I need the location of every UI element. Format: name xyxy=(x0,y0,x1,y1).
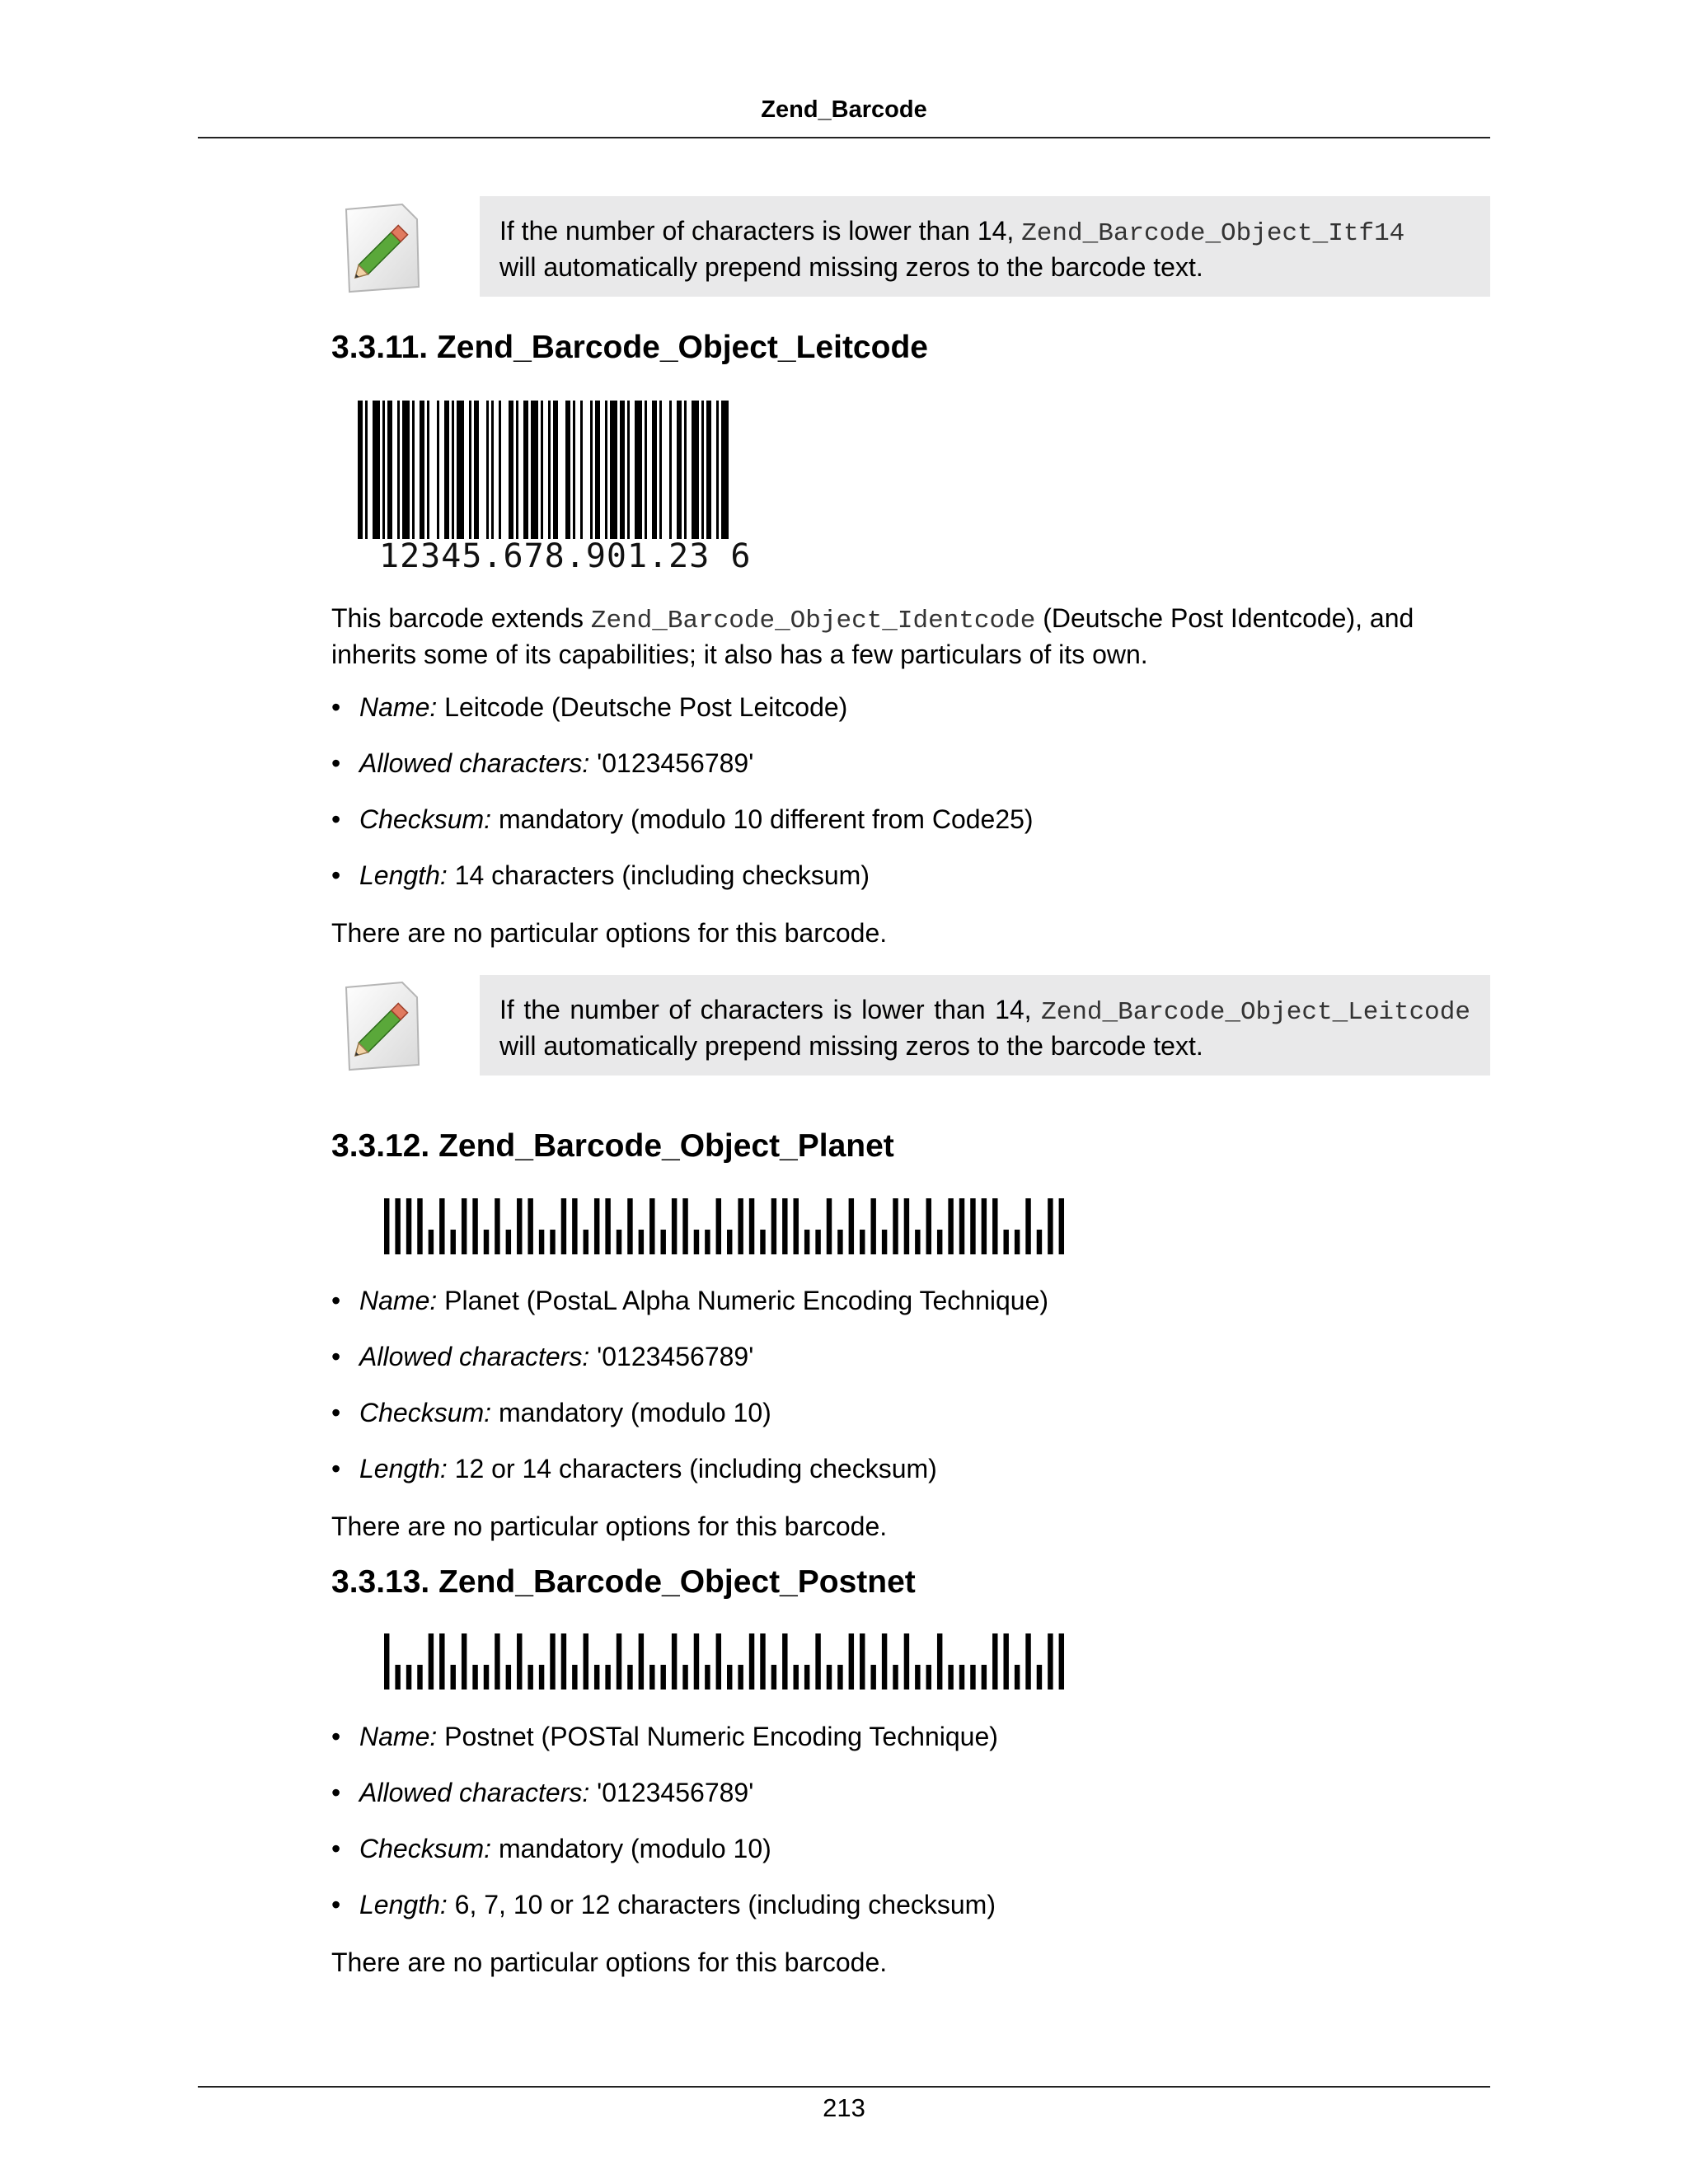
barcode-bar xyxy=(590,401,593,539)
barcode-bar xyxy=(771,1198,776,1254)
barcode-bar xyxy=(617,1230,621,1254)
barcode-bar xyxy=(782,1198,787,1254)
barcode-bar xyxy=(627,401,630,539)
barcode-bar xyxy=(437,401,439,539)
postnet-barcode-image xyxy=(384,1632,1070,1690)
barcode-bar xyxy=(672,1198,677,1254)
barcode-bar xyxy=(457,401,464,539)
barcode-bar xyxy=(915,1230,920,1254)
barcode-bar xyxy=(937,1230,942,1254)
list-item: • Name: Postnet (POSTal Numeric Encoding Technique) xyxy=(331,1720,998,1776)
barcode-bar xyxy=(462,1633,467,1690)
barcode-bar xyxy=(584,1230,588,1254)
list-item: • Allowed characters: '0123456789' xyxy=(331,1340,1048,1396)
barcode-bar xyxy=(539,1665,544,1690)
barcode-bar xyxy=(992,1633,997,1690)
barcode-bar xyxy=(397,401,400,539)
barcode-bar xyxy=(627,1198,632,1254)
list-item: • Length: 6, 7, 10 or 12 characters (including checksum) xyxy=(331,1888,998,1944)
barcode-bar xyxy=(491,401,494,539)
barcode-bar xyxy=(926,1198,931,1254)
barcode-bar xyxy=(937,1633,942,1690)
barcode-bar xyxy=(870,1198,875,1254)
barcode-bar xyxy=(705,1665,710,1690)
barcode-bar xyxy=(926,1665,931,1690)
barcode-bar xyxy=(402,401,410,539)
barcode-bar xyxy=(605,1198,610,1254)
barcode-bar xyxy=(406,1665,411,1690)
barcode-bar xyxy=(837,1230,842,1254)
barcode-bar xyxy=(705,1230,710,1254)
barcode-bar xyxy=(849,1633,854,1690)
section-heading-planet: 3.3.12. Zend_Barcode_Object_Planet xyxy=(331,1128,894,1164)
footer-rule xyxy=(198,2086,1490,2088)
barcode-bar xyxy=(1025,1633,1030,1690)
barcode-bar xyxy=(649,1665,654,1690)
barcode-bar xyxy=(469,401,471,539)
barcode-bar xyxy=(692,401,699,539)
barcode-bar xyxy=(716,1633,721,1690)
barcode-bar xyxy=(870,1665,875,1690)
barcode-bar xyxy=(439,1633,444,1690)
barcode-bar xyxy=(716,1198,721,1254)
note-pencil-icon xyxy=(338,201,425,297)
barcode-bar xyxy=(528,1665,532,1690)
barcode-bar xyxy=(645,401,647,539)
barcode-bar xyxy=(701,401,704,539)
list-item: • Name: Planet (PostaL Alpha Numeric Encoding Technique) xyxy=(331,1284,1048,1340)
barcode-bar xyxy=(639,1230,644,1254)
barcode-bar xyxy=(595,401,600,539)
barcode-bar xyxy=(565,401,570,539)
postnet-no-options: There are no particular options for this barcode. xyxy=(331,1947,888,1977)
barcode-bar xyxy=(605,1665,610,1690)
barcode-bar xyxy=(815,1633,820,1690)
section-heading-postnet: 3.3.13. Zend_Barcode_Object_Postnet xyxy=(331,1564,916,1600)
section-heading-leitcode: 3.3.11. Zend_Barcode_Object_Leitcode xyxy=(331,330,928,365)
planet-properties xyxy=(331,1284,1048,1508)
barcode-bar xyxy=(548,401,551,539)
barcode-bar xyxy=(517,1633,522,1690)
barcode-bar xyxy=(620,401,625,539)
barcode-bar xyxy=(474,401,479,539)
barcode-bar xyxy=(1025,1198,1030,1254)
barcode-bar xyxy=(420,401,424,539)
barcode-bar xyxy=(382,401,385,539)
barcode-bar xyxy=(749,1198,754,1254)
barcode-bar xyxy=(669,401,672,539)
barcode-bar xyxy=(652,401,657,539)
barcode-bar xyxy=(495,1633,499,1690)
barcode-bar xyxy=(553,401,558,539)
barcode-bar xyxy=(660,1230,665,1254)
barcode-bar xyxy=(406,1198,411,1254)
barcode-bar xyxy=(509,401,513,539)
barcode-bar xyxy=(541,401,543,539)
barcode-bar xyxy=(484,1665,489,1690)
list-item: • Allowed characters: '0123456789' xyxy=(331,1776,998,1832)
barcode-bar xyxy=(904,1633,909,1690)
barcode-bar xyxy=(484,1230,489,1254)
barcode-bar xyxy=(617,1633,621,1690)
barcode-bar xyxy=(1015,1230,1020,1254)
barcode-bar xyxy=(760,1230,765,1254)
barcode-bar xyxy=(749,1633,754,1690)
barcode-bar xyxy=(451,1665,456,1690)
barcode-bar xyxy=(384,1633,389,1690)
barcode-bar xyxy=(523,401,528,539)
barcode-bar xyxy=(815,1230,820,1254)
inline-code: Zend_Barcode_Object_Itf14 xyxy=(1021,219,1405,248)
barcode-bar xyxy=(365,401,368,539)
barcode-bar xyxy=(694,1633,699,1690)
barcode-bar xyxy=(904,1198,909,1254)
barcode-bar xyxy=(716,401,719,539)
barcode-bar xyxy=(584,1633,588,1690)
barcode-bar xyxy=(573,401,575,539)
barcode-bar xyxy=(694,1230,699,1254)
barcode-bar xyxy=(738,1198,743,1254)
planet-barcode-image xyxy=(384,1197,1070,1254)
barcode-bar xyxy=(572,1665,577,1690)
barcode-bar xyxy=(782,1633,787,1690)
barcode-bar xyxy=(452,401,454,539)
barcode-bar xyxy=(992,1198,997,1254)
barcode-bar xyxy=(561,1198,566,1254)
barcode-bar xyxy=(444,401,449,539)
barcode-bar xyxy=(1003,1230,1008,1254)
barcode-bar xyxy=(373,401,380,539)
leitcode-barcode-text: 12345.678.901.23 6 xyxy=(379,537,752,575)
barcode-bar xyxy=(462,1198,467,1254)
barcode-bar xyxy=(472,1665,477,1690)
barcode-bar xyxy=(804,1230,809,1254)
barcode-bar xyxy=(959,1198,964,1254)
barcode-bar xyxy=(358,401,363,539)
barcode-bar xyxy=(472,1198,477,1254)
barcode-bar xyxy=(804,1665,809,1690)
note-text-leitcode: If the number of characters is lower than 14, Zend_Barcode_Object_Leitcode will automatically prepend missing zeros to the barcode text. xyxy=(499,995,1470,1061)
barcode-bar xyxy=(738,1665,743,1690)
barcode-bar xyxy=(882,1633,887,1690)
list-item: • Checksum: mandatory (modulo 10) xyxy=(331,1396,1048,1452)
barcode-bar xyxy=(531,401,538,539)
inline-code: Zend_Barcode_Object_Identcode xyxy=(590,607,1036,635)
barcode-bar xyxy=(982,1198,987,1254)
planet-no-options: There are no particular options for this barcode. xyxy=(331,1511,888,1541)
barcode-bar xyxy=(1015,1665,1020,1690)
barcode-bar xyxy=(412,401,415,539)
inline-code: Zend_Barcode_Object_Leitcode xyxy=(1041,998,1470,1027)
barcode-bar xyxy=(771,1665,776,1690)
barcode-bar xyxy=(594,1198,599,1254)
barcode-bar xyxy=(427,401,429,539)
barcode-bar xyxy=(827,1198,832,1254)
barcode-bar xyxy=(948,1665,953,1690)
barcode-bar xyxy=(893,1665,898,1690)
barcode-bar xyxy=(572,1198,577,1254)
header-rule xyxy=(198,137,1490,138)
barcode-bar xyxy=(506,1230,511,1254)
barcode-bar xyxy=(860,1230,865,1254)
barcode-bar xyxy=(760,1633,765,1690)
list-item: • Checksum: mandatory (modulo 10) xyxy=(331,1832,998,1888)
note-text-itf14: If the number of characters is lower than 14, Zend_Barcode_Object_Itf14 xyxy=(499,216,1405,248)
barcode-bar xyxy=(1003,1633,1008,1690)
barcode-bar xyxy=(882,1230,887,1254)
barcode-bar xyxy=(1037,1230,1042,1254)
barcode-bar xyxy=(639,1633,644,1690)
barcode-bar xyxy=(516,401,518,539)
barcode-bar xyxy=(982,1665,987,1690)
barcode-bar xyxy=(395,1665,400,1690)
barcode-bar xyxy=(486,401,489,539)
barcode-bar xyxy=(837,1665,842,1690)
leitcode-barcode-image xyxy=(358,401,730,542)
barcode-bar xyxy=(794,1665,799,1690)
list-item: • Length: 14 characters (including checksum) xyxy=(331,859,1034,915)
barcode-bar xyxy=(915,1665,920,1690)
barcode-bar xyxy=(721,401,729,539)
barcode-bar xyxy=(499,401,501,539)
barcode-bar xyxy=(429,1633,434,1690)
barcode-bar xyxy=(439,1198,444,1254)
barcode-bar xyxy=(860,1633,865,1690)
barcode-bar xyxy=(550,1230,555,1254)
barcode-bar xyxy=(387,401,392,539)
barcode-bar xyxy=(635,401,642,539)
barcode-bar xyxy=(959,1665,964,1690)
list-item: • Length: 12 or 14 characters (including checksum) xyxy=(331,1452,1048,1508)
barcode-bar xyxy=(580,401,583,539)
leitcode-properties xyxy=(331,691,1034,915)
barcode-bar xyxy=(706,401,711,539)
barcode-bar xyxy=(1048,1633,1053,1690)
barcode-bar xyxy=(727,1230,732,1254)
barcode-bar xyxy=(384,1198,389,1254)
barcode-bar xyxy=(794,1198,799,1254)
barcode-bar xyxy=(495,1198,499,1254)
barcode-bar xyxy=(682,1665,687,1690)
barcode-bar xyxy=(682,1198,687,1254)
barcode-bar xyxy=(605,401,607,539)
note-pencil-icon xyxy=(338,979,425,1075)
page-number: 213 xyxy=(823,2093,865,2122)
barcode-bar xyxy=(417,1198,422,1254)
leitcode-intro: This barcode extends Zend_Barcode_Object_Identcode (Deutsche Post Identcode), and inherits some of its capabilities; it also has a few particulars of its own. xyxy=(331,603,1414,669)
barcode-bar xyxy=(594,1665,599,1690)
barcode-bar xyxy=(677,401,682,539)
barcode-bar xyxy=(948,1198,953,1254)
barcode-bar xyxy=(893,1198,898,1254)
barcode-bar xyxy=(539,1230,544,1254)
barcode-bar xyxy=(550,1633,555,1690)
barcode-bar xyxy=(849,1198,854,1254)
barcode-bar xyxy=(672,1633,677,1690)
list-item: • Checksum: mandatory (modulo 10 different from Code25) xyxy=(331,803,1034,859)
running-header: Zend_Barcode xyxy=(761,96,927,123)
list-item: • Allowed characters: '0123456789' xyxy=(331,747,1034,803)
note-box-leitcode xyxy=(480,975,1490,1076)
barcode-bar xyxy=(528,1198,532,1254)
barcode-bar xyxy=(827,1665,832,1690)
barcode-bar xyxy=(727,1665,732,1690)
postnet-properties xyxy=(331,1720,998,1944)
barcode-bar xyxy=(649,1198,654,1254)
barcode-bar xyxy=(506,1665,511,1690)
note-box-itf14 xyxy=(480,196,1490,297)
barcode-bar xyxy=(395,1198,400,1254)
barcode-bar xyxy=(1059,1198,1064,1254)
barcode-bar xyxy=(429,1230,434,1254)
barcode-bar xyxy=(1037,1665,1042,1690)
barcode-bar xyxy=(561,1633,566,1690)
barcode-bar xyxy=(1059,1633,1064,1690)
leitcode-no-options: There are no particular options for this barcode. xyxy=(331,918,888,948)
note-text-itf14-cont: will automatically prepend missing zeros to the barcode text. xyxy=(499,252,1203,282)
barcode-bar xyxy=(417,1665,422,1690)
barcode-bar xyxy=(660,1665,665,1690)
barcode-bar xyxy=(517,1198,522,1254)
barcode-bar xyxy=(451,1230,456,1254)
barcode-bar xyxy=(659,401,662,539)
barcode-bar xyxy=(610,401,617,539)
list-item: • Name: Leitcode (Deutsche Post Leitcode) xyxy=(331,691,1034,747)
barcode-bar xyxy=(1048,1198,1053,1254)
barcode-bar xyxy=(970,1665,975,1690)
barcode-bar xyxy=(684,401,687,539)
barcode-bar xyxy=(627,1665,632,1690)
barcode-bar xyxy=(970,1198,975,1254)
